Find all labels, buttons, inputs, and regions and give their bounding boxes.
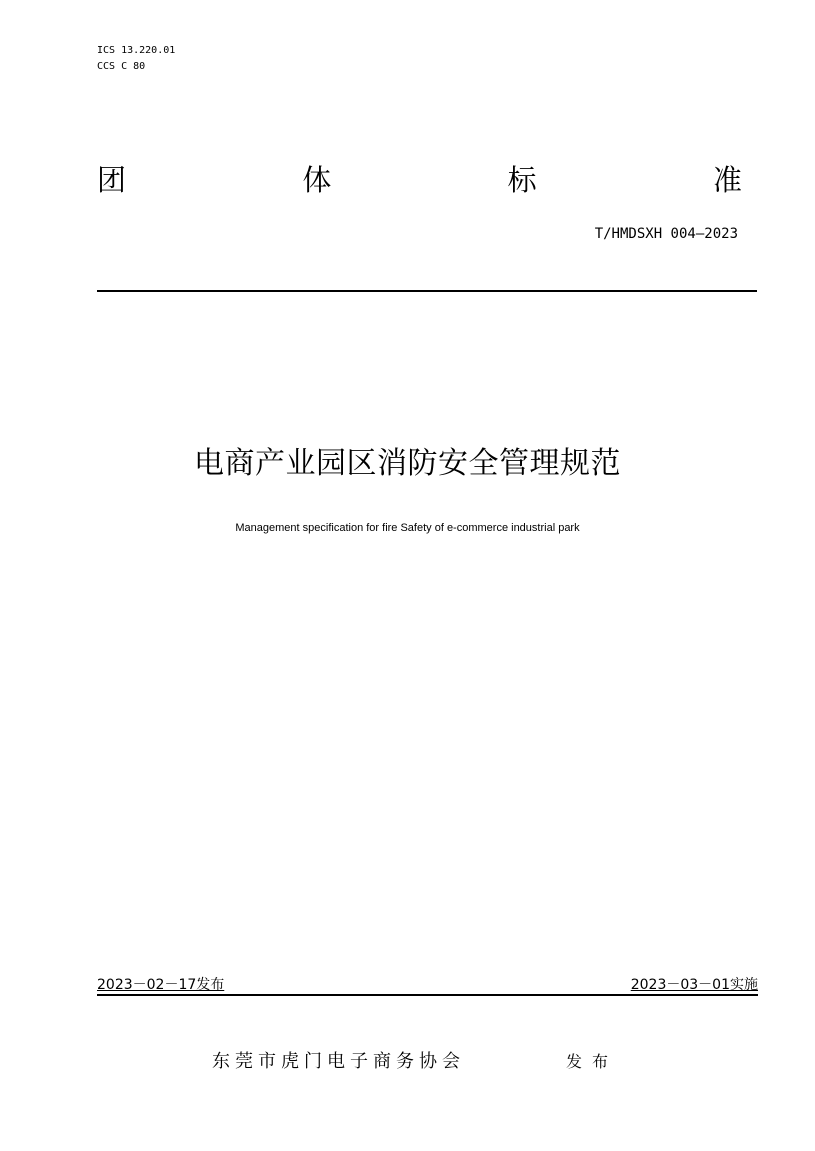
standard-type-heading	[97, 160, 742, 200]
standard-type-char-4: 准	[712, 163, 742, 197]
publish-date: 2023－02－17发布	[97, 977, 225, 993]
bottom-divider	[97, 994, 758, 996]
effective-date: 2023－03－01实施	[630, 977, 758, 993]
publisher-name: 东莞市虎门电子商务协会	[212, 1051, 465, 1072]
ccs-code: CCS C 80	[97, 61, 146, 72]
standard-type-char-1: 团	[97, 163, 127, 197]
standard-type-char-2: 体	[302, 163, 332, 197]
standard-type-char-3: 标	[507, 163, 537, 197]
standard-number: T/HMDSXH 004—2023	[594, 226, 738, 242]
document-title-cn: 电商产业园区消防安全管理规范	[194, 446, 621, 481]
document-title-en: Management specification for fire Safety of e-commerce industrial park	[235, 522, 580, 534]
ics-code: ICS 13.220.01	[97, 45, 176, 56]
publisher-label: 发布	[566, 1052, 619, 1071]
classification-codes	[97, 43, 175, 75]
top-divider	[97, 290, 757, 292]
